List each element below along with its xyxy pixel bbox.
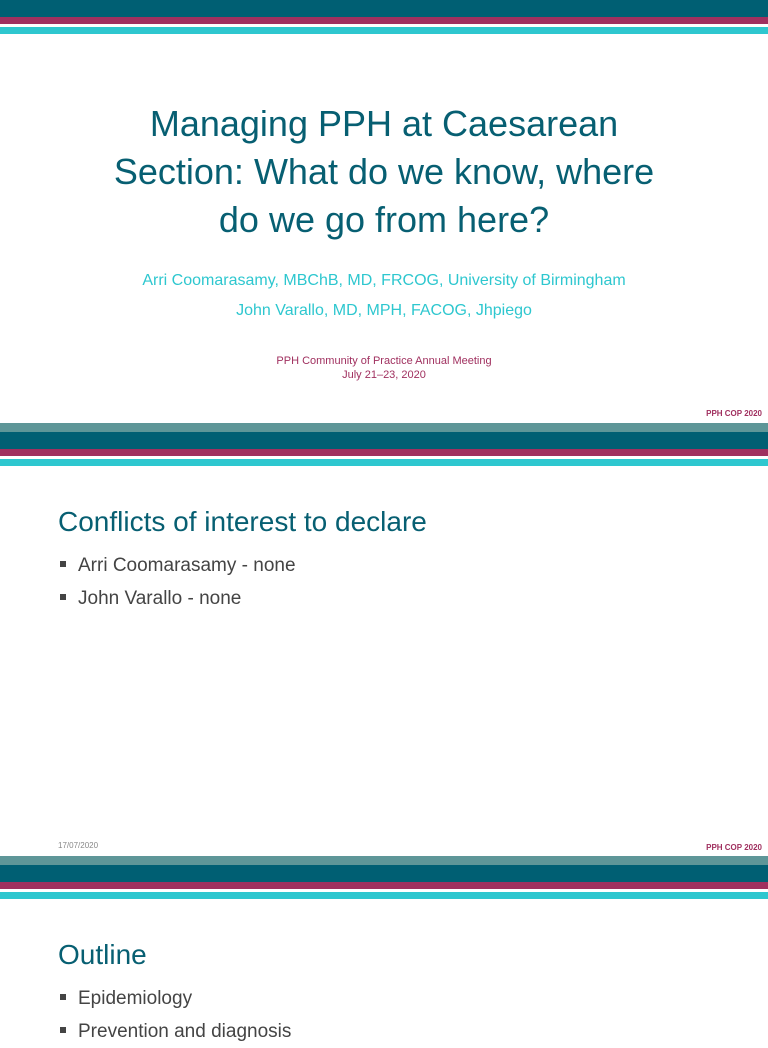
list-item: Arri Coomarasamy - none (60, 549, 296, 582)
bullet-list (60, 549, 296, 615)
band-magenta (0, 17, 768, 24)
footer-tag: PPH COP 2020 (706, 843, 762, 852)
list-item: Epidemiology (60, 982, 291, 1015)
footer-tag: PPH COP 2020 (706, 409, 762, 418)
slide-heading: Conflicts of interest to declare (58, 506, 427, 537)
slide-outline (0, 856, 768, 1042)
band-teal (0, 432, 768, 449)
bullet-square-icon (60, 994, 66, 1000)
title-line: do we go from here? (218, 199, 550, 240)
author-line: John Varallo, MD, MPH, FACOG, Jhpiego (236, 302, 532, 319)
title-line: Section: What do we know, where (113, 151, 655, 192)
header-bands (0, 856, 768, 899)
band-cyan (0, 27, 768, 34)
author-list (40, 266, 728, 326)
meeting-date: July 21–23, 2020 (342, 369, 426, 381)
slide-title (0, 0, 768, 423)
band-grey (0, 856, 768, 865)
band-magenta (0, 449, 768, 456)
band-magenta (0, 882, 768, 889)
band-teal (0, 865, 768, 882)
meeting-info (40, 354, 728, 382)
bullet-square-icon (60, 561, 66, 567)
title-line: Managing PPH at Caesarean (149, 103, 619, 144)
list-item: John Varallo - none (60, 582, 296, 615)
list-item: Prevention and diagnosis (60, 1015, 291, 1048)
band-cyan (0, 459, 768, 466)
band-grey (0, 423, 768, 432)
slide-main-title (40, 100, 728, 244)
meeting-name: PPH Community of Practice Annual Meeting (276, 355, 492, 367)
footer-date: 17/07/2020 (58, 841, 99, 850)
author-line: Arri Coomarasamy, MBChB, MD, FRCOG, University of Birmingham (142, 272, 626, 289)
band-cyan (0, 892, 768, 899)
bullet-list (60, 982, 291, 1048)
slide-heading: Outline (58, 939, 147, 970)
header-bands (0, 0, 768, 34)
header-bands (0, 423, 768, 466)
band-teal (0, 0, 768, 17)
bullet-square-icon (60, 594, 66, 600)
bullet-square-icon (60, 1027, 66, 1033)
slide-conflicts (0, 423, 768, 856)
